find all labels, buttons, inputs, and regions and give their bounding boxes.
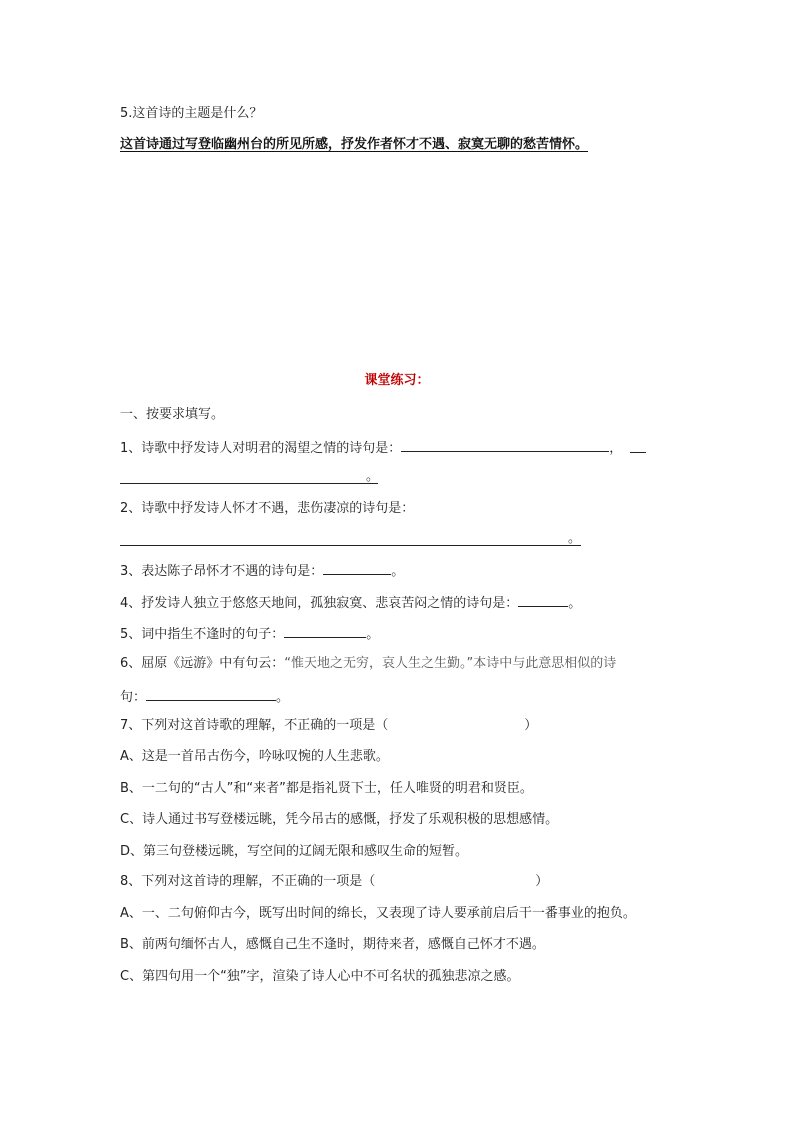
fill-blank-5[interactable] [284,625,366,638]
fill-item-2-period: 。 [568,531,582,546]
answer-5: 这首诗通过写登临幽州台的所见所感，抒发作者怀才不遇、寂寞无聊的愁苦情怀。 [120,137,589,152]
fill-item-6-period: 。 [276,690,290,705]
question-7-stem: 7、下列对这首诗歌的理解，不正确的一项是（ [120,718,389,733]
q7-option-c: C、诗人通过书写登楼远眺，凭今吊古的感慨，抒发了乐观积极的思想感情。 [120,812,559,827]
question-5: 5.这首诗的主题是什么？ [120,106,263,121]
fill-item-6-line2 [120,688,289,706]
fill-item-5 [120,625,379,643]
question-7 [120,718,537,734]
q7-option-d: D、第三句登楼远眺，写空间的辽阔无限和感叹生命的短暂。 [120,844,469,859]
section-1-title: 一、按要求填写。 [120,407,225,422]
fill-item-1-comma: ， [609,441,623,456]
q8-option-b: B、前两句缅怀古人，感慨自己生不逢时，期待来者，感慨自己怀才不遇。 [120,937,545,952]
fill-item-4-period: 。 [568,596,582,611]
q7-option-a: A、这是一首吊古伤今，吟咏叹惋的人生悲歌。 [120,749,389,764]
fill-item-5-period: 。 [366,627,380,642]
question-7-close: ） [524,718,538,733]
fill-item-5-prompt: 5、词中指生不逢时的句子： [120,627,285,642]
practice-heading: 课堂练习： [364,373,430,388]
fill-blank-3[interactable] [323,562,391,575]
fill-blank-1b[interactable] [120,483,378,484]
fill-item-6-prompt: 6、屈原《远游》中有句云： [120,656,285,671]
fill-item-1 [120,439,622,457]
fill-item-4-prompt: 4、抒发诗人独立于悠悠天地间，孤独寂寞、悲哀苦闷之情的诗句是： [120,596,519,611]
fill-item-6 [120,656,616,672]
fill-blank-6[interactable] [146,688,276,701]
fill-item-6-quote: “惟天地之无穷，哀人生之生勤。”本诗中与此意思相似的诗 [284,656,617,671]
question-8-stem: 8、下列对这首诗的理解，不正确的一项是（ [120,874,376,889]
q8-option-a: A、一、二句俯仰古今，既写出时间的绵长，又表现了诗人要承前启后干一番事业的抱负。 [120,906,636,921]
question-8-close: ） [535,874,549,889]
fill-item-6-line2-label: 句： [120,690,147,705]
fill-item-3-period: 。 [391,564,405,579]
fill-blank-2[interactable] [120,545,581,546]
fill-item-1-period: 。 [366,469,380,484]
fill-blank-4[interactable] [518,594,568,607]
q8-option-c: C、第四句用一个“独”字，渲染了诗人心中不可名状的孤独悲凉之感。 [120,969,520,984]
q7-option-b: B、一二句的“古人”和“来者”都是指礼贤下士，任人唯贤的明君和贤臣。 [120,781,533,796]
fill-item-4 [120,594,581,612]
fill-blank-1a-tail [630,452,646,453]
fill-blank-1a[interactable] [401,439,609,452]
question-8 [120,874,548,890]
fill-item-3-prompt: 3、表达陈子昂怀才不遇的诗句是： [120,564,324,579]
fill-item-2-prompt: 2、诗歌中抒发诗人怀才不遇，悲伤凄凉的诗句是： [120,501,415,516]
fill-item-3 [120,562,404,580]
fill-item-1-prompt: 1、诗歌中抒发诗人对明君的渴望之情的诗句是： [120,441,402,456]
